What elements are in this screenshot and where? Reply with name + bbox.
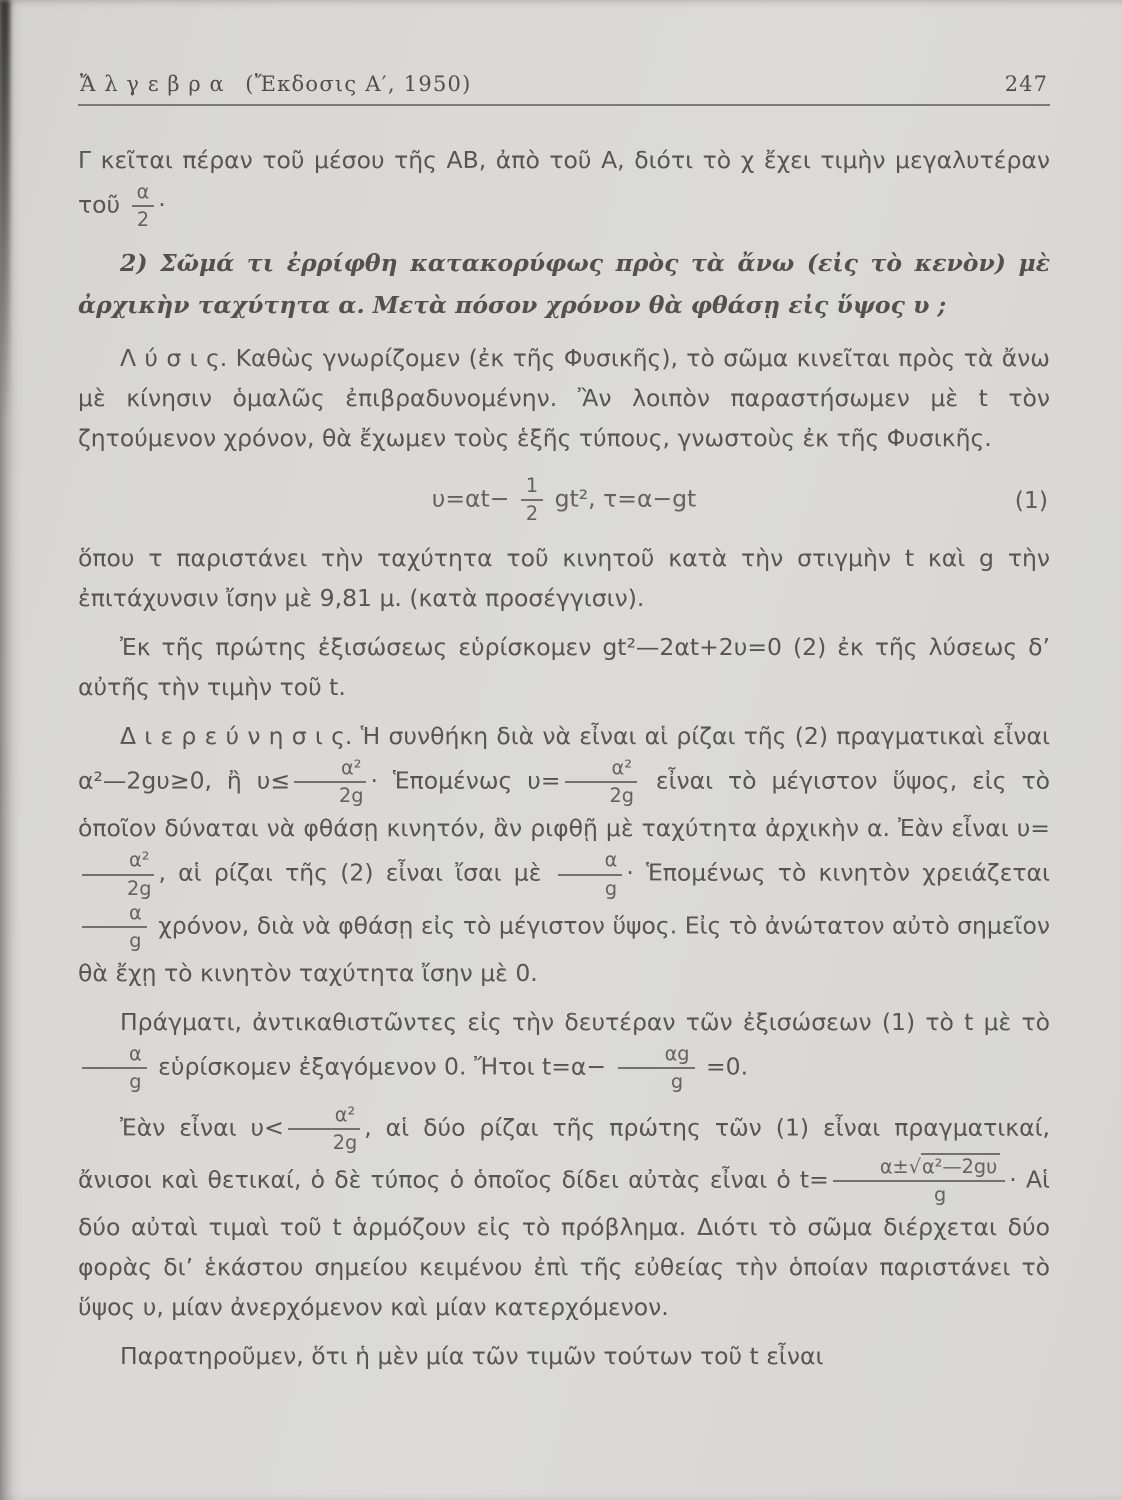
page-body (78, 140, 1050, 1376)
fraction: $\frac{\alpha g}{g}$ (618, 1042, 695, 1094)
paragraph-equation-2: Ἐκ τῆς πρώτης ἐξισώσεως εὑρίσκομεν gt²—2αt+2υ=0 (2) ἐκ τῆς λύσεως δ’ αὐτῆς τὴν τιμὴν τοῦ t. (78, 633, 1050, 702)
paragraph-two-roots: Ἐὰν εἶναι υ< $\frac{\text{α²}}{2g}$ , αἱ δύο ρίζαι τῆς πρώτης τῶν (1) εἶναι πραγματικαί, ἄνισοι καὶ θετικαί, ὁ δὲ τύπος ὁ ὁποῖος δίδει αὐτὰς εἶναι ὁ t= $\frac{\text{α±√α²—2gυ}}{g}$ · Αἱ δύο αὐταὶ τιμαὶ τοῦ t ἁρμόζουν εἰς τὸ πρόβλημα. Διότι τὸ σῶμα διέρχεται δύο φορὰς δι’ ἑκάστου σημείου κειμένου ἐπὶ τῆς εὐθείας τὴν ὁποίαν παριστάνει τὸ ὕψος υ, μίαν ἀνερχόμενον καὶ μίαν κατερχόμενον. (78, 1102, 1051, 1322)
header-rule (78, 104, 1050, 106)
problem-statement: 2) Σῶμά τι ἐρρίφθη κατακορύφως πρὸς τὰ ἄνω (εἰς τὸ κενὸν) μὲ ἀρχικὴν ταχύτητα α. Μετὰ πόσον χρόνον θὰ φθάσῃ εἰς ὕψος υ ; (78, 249, 1050, 320)
book-edition: (Ἔκδοσις Α′, 1950) (245, 72, 472, 96)
page-number: 247 (1004, 72, 1048, 96)
paragraph-observation: Παρατηροῦμεν, ὅτι ἡ μὲν μία τῶν τιμῶν τούτων τοῦ t εἶναι (120, 1342, 824, 1371)
fraction: $\frac{\text{α²}}{2g}$ (294, 756, 366, 808)
paragraph-verification: Πράγματι, ἀντικαθιστῶντες εἰς τὴν δευτέραν τῶν ἐξισώσεων (1) τὸ t μὲ τὸ $\frac{\alpha}{g}$ εὑρίσκομεν ἐξαγόμενον 0. Ἤτοι t=α− $\frac{\alpha g}{g}$ =0. (78, 1002, 1050, 1094)
equation-number: (1) (1014, 486, 1048, 515)
book-title: Ἄλγεβρα (80, 72, 233, 96)
fraction: $\frac{\alpha}{2}$ (132, 180, 155, 232)
fraction: $\frac{\text{α²}}{2g}$ (565, 756, 637, 808)
paragraph-where: ὅπου τ παριστάνει τὴν ταχύτητα τοῦ κινητοῦ κατὰ τὴν στιγμὴν t καὶ g τὴν ἐπιτάχυνσιν ἴσην μὲ 9,81 μ. (κατὰ προσέγγισιν). (78, 544, 1050, 613)
paragraph-investigation: Δ ι ε ρ ε ύ ν η σ ι ς. Ἡ συνθήκη διὰ νὰ εἶναι αἱ ρίζαι τῆς (2) πραγματικαὶ εἶναι α²—2gυ≥0, ἢ υ≤ $\frac{\text{α²}}{2g}$ · Ἑπομένως υ= $\frac{\text{α²}}{2g}$ εἶναι τὸ μέγιστον ὕψος, εἰς τὸ ὁποῖον δύναται νὰ φθάσῃ κινητόν, ἂν ριφθῇ μὲ ταχύτητα ἀρχικὴν α. Ἐὰν εἶναι υ= $\frac{\text{α²}}{2g}$ , αἱ ρίζαι τῆς (2) εἶναι ἴσαι μὲ $\frac{\alpha}{g}$ · Ἑπομένως τὸ κινητὸν χρειάζεται $\frac{\alpha}{g}$ χρόνον, διὰ νὰ φθάσῃ εἰς τὸ μέγιστον ὕψος. Εἰς τὸ ἀνώτατον αὐτὸ σημεῖον θὰ ἔχῃ τὸ κινητὸν ταχύτητα ἴσην μὲ 0. (78, 722, 1050, 987)
fraction: $\frac{\text{α²}}{2g}$ (82, 848, 154, 900)
equation-1: υ=αt− $\frac{1}{2}$ gt², τ=α−gt (1) (431, 474, 1048, 526)
running-title (80, 72, 472, 96)
fraction: $\frac{\alpha}{g}$ (82, 901, 147, 953)
fraction: $\frac{\alpha}{g}$ (558, 848, 623, 900)
square-root: √α²—2gυ (909, 1153, 1001, 1178)
fraction: $\frac{1}{2}$ (521, 474, 543, 526)
fraction: $\frac{\alpha}{g}$ (82, 1042, 147, 1094)
page-header (78, 72, 1050, 104)
paragraph-intro: Γ κεῖται πέραν τοῦ μέσου τῆς ΑΒ, ἀπὸ τοῦ Α, διότι τὸ χ ἔχει τιμὴν μεγαλυτέραν τοῦ $\frac{\alpha}{2}$ · (78, 146, 1050, 232)
fraction: $\frac{\text{α²}}{2g}$ (288, 1103, 360, 1155)
paragraph-solution: Λ ύ σ ι ς. Καθὼς γνωρίζομεν (ἐκ τῆς Φυσικῆς), τὸ σῶμα κινεῖται πρὸς τὰ ἄνω μὲ κίνησιν ὁμαλῶς ἐπιβραδυνομένην. Ἂν λοιπὸν παραστήσωμεν μὲ t τὸν ζητούμενον χρόνον, θὰ ἔχωμεν τοὺς ἑξῆς τύπους, γνωστοὺς ἐκ τῆς Φυσικῆς. (78, 344, 1050, 453)
fraction: $\frac{\text{α±√α²—2gυ}}{g}$ (833, 1155, 1005, 1207)
